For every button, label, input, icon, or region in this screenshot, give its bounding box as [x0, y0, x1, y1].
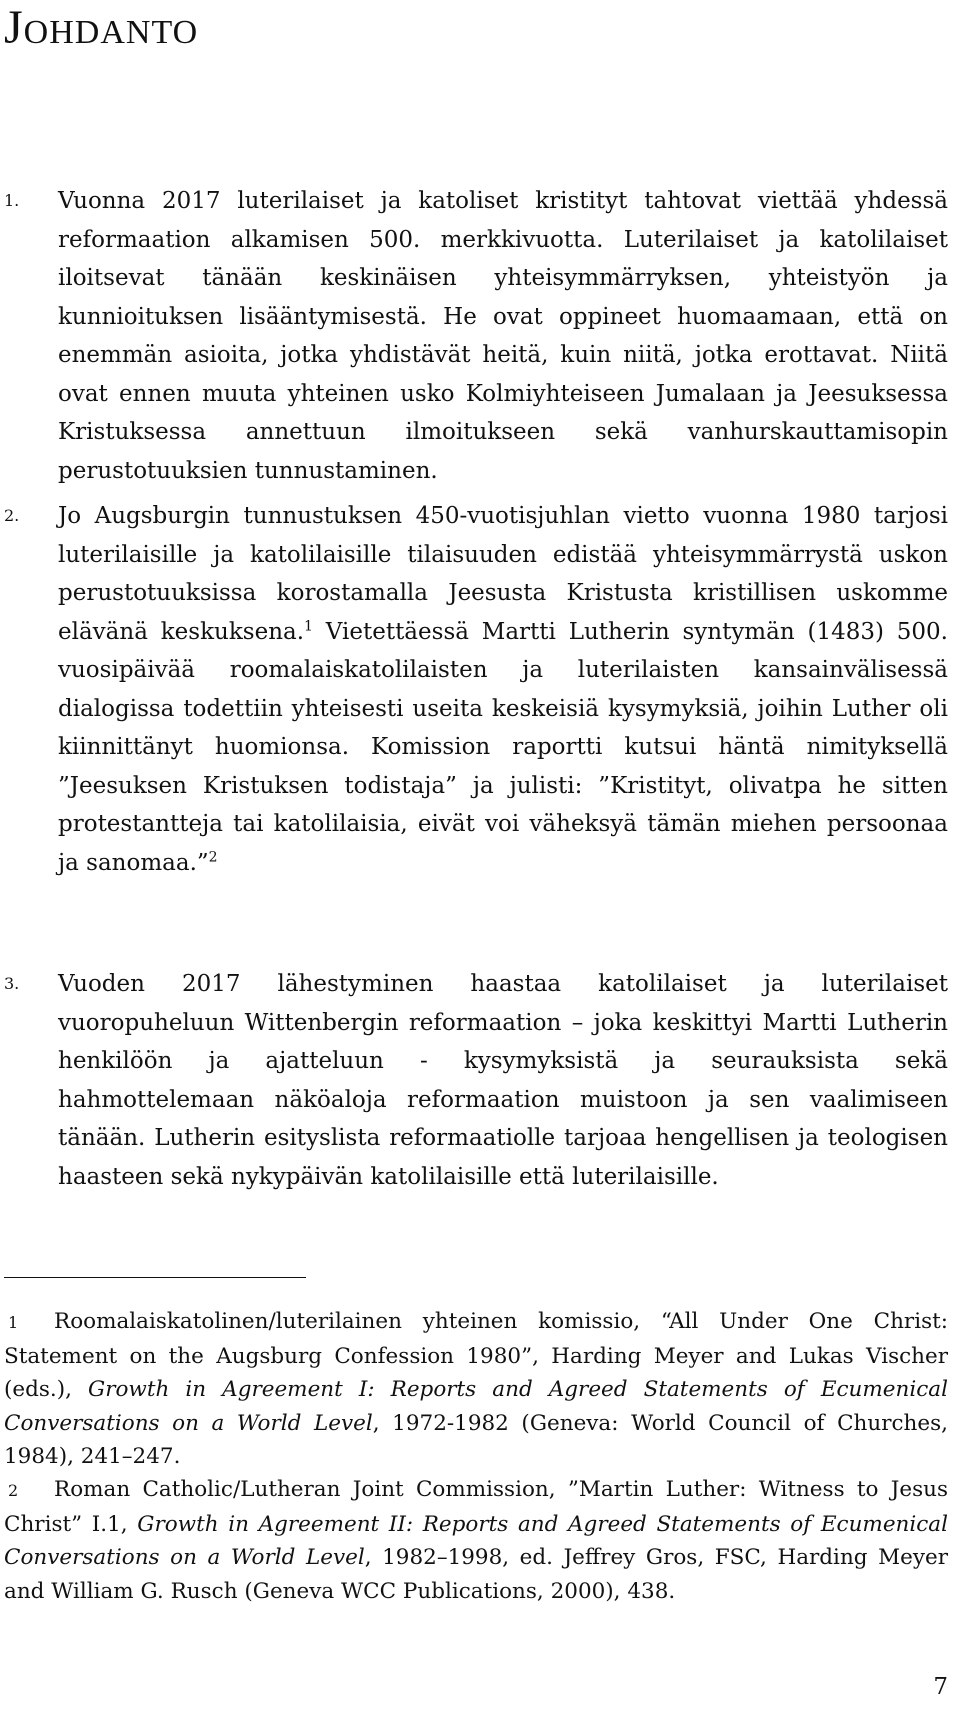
paragraph-number: 3. — [4, 974, 20, 993]
footnote-ref: 1 — [304, 617, 313, 634]
footnote-text-b: , 1982–1998, ed. Jeffrey Gros, FSC, Harding Meyer and William G. Rusch (Geneva WCC Publications, 2000), 438. — [4, 1545, 948, 1604]
footnote-1 — [4, 1305, 948, 1474]
footnote-title: Growth in Agreement II: Reports and Agreed Statements of Ecumenical Conversations on a World Level — [4, 1511, 948, 1571]
paragraph-2-text-a: Jo Augsburgin tunnustuksen 450-vuotisjuhlan vietto vuonna 1980 tarjosi luterilaisille ja katolilaisille tilaisuuden edistää yhteisymmärrystä uskon perustotuuksissa korostamalla Jeesusta Kristusta kristillisen uskomme elävänä keskuksena. — [58, 503, 948, 645]
chapter-heading: Johdanto — [4, 1, 199, 54]
footnote-divider — [4, 1277, 306, 1278]
paragraph-number: 2. — [4, 506, 20, 525]
footnote-ref: 2 — [208, 848, 218, 865]
paragraph-2-text-b: Vietettäessä Martti Lutherin syntymän (1483) 500. vuosipäivää roomalaiskatolilaisten ja luterilaisten kansainvälisessä dialogissa todettiin yhteisesti useita keskeisiä kysymyksiä, joihin Luther oli kiinnittänyt huomionsa. Komission raportti kutsui häntä nimityksellä ”Jeesuksen Kristuksen todistaja” ja julisti: ”Kristityt, olivatpa he sitten protestantteja tai katolilaisia, eivät voi väheksyä tämän miehen persoonaa ja sanomaa.” — [58, 618, 948, 876]
page-number: 7 — [933, 1674, 948, 1700]
footnote-title: Growth in Agreement I: Reports and Agreed Statements of Ecumenical Conversations on a World Level — [4, 1377, 948, 1436]
paragraph-number: 1. — [4, 191, 20, 210]
footnote-text-a: Roomalaiskatolinen/luterilainen yhteinen komissio, “All Under One Christ: Statement on the Augsburg Confession 1980”, Harding Meyer and Lukas Vischer (eds.), — [4, 1309, 948, 1403]
paragraph-1: Vuonna 2017 luterilaiset ja katoliset kristityt tahtovat viettää yhdessä reformaation alkamisen 500. merkkivuotta. Luterilaiset ja katolilaiset iloitsevat tänään keskinäisen yhteisymmärryksen, yhteistyön ja kunnioituksen lisääntymisestä. He ovat oppineet huomaamaan, että on enemmän asioita, jotka yhdistävät heitä, kuin niitä, jotka erottavat. Niitä ovat ennen muuta yhteinen usko Kolmiyhteiseen Jumalaan ja Jeesuksessa Kristuksessa annettuun ilmoitukseen sekä vanhurskauttamisopin perustotuuksien tunnustaminen. — [58, 188, 948, 484]
paragraph-2 — [58, 497, 948, 882]
paragraph-3: Vuoden 2017 lähestyminen haastaa katolilaiset ja luterilaiset vuoropuheluun Wittenbergin reformaation – joka keskittyi Martti Lutherin henkilöön ja ajatteluun - kysymyksistä ja seurauksista sekä hahmottelemaan näköaloja reformaation muistoon ja sen vaalimiseen tänään. Lutherin esityslista reformaatiolle tarjoaa hengellisen ja teologisen haasteen sekä nykypäivän katolilaisille että luterilaisille. — [58, 971, 948, 1190]
footnote-text-a: Roman Catholic/Lutheran Joint Commission, ”Martin Luther: Witness to Jesus Christ” I.1, — [4, 1477, 948, 1537]
footnote-text-b: , 1972-1982 (Geneva: World Council of Churches, 1984), 241–247. — [4, 1410, 948, 1470]
footnote-number: 2 — [8, 1481, 19, 1500]
footnote-2 — [4, 1473, 948, 1608]
footnote-number: 1 — [8, 1313, 19, 1332]
